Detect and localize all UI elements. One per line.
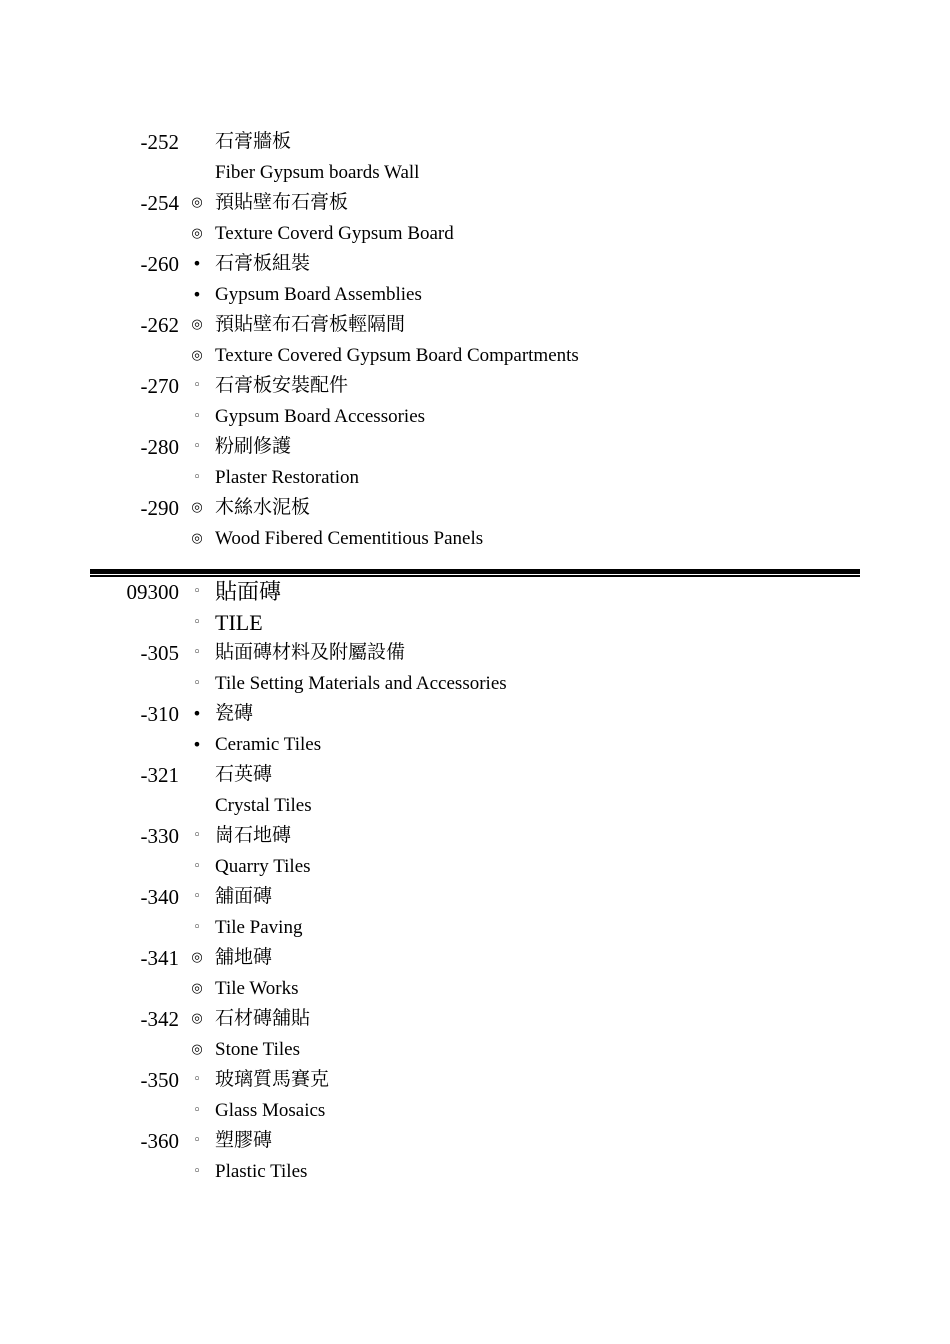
section-code: -340 xyxy=(140,885,179,909)
section-code: -342 xyxy=(140,1007,179,1031)
bullet-icon: ◦ xyxy=(193,675,201,691)
entry-chinese-line xyxy=(0,577,950,608)
spec-entry xyxy=(0,943,950,1004)
entry-chinese-line xyxy=(0,371,950,402)
bullet-icon: • xyxy=(192,734,202,754)
entry-english-line xyxy=(0,524,950,555)
section-code: -305 xyxy=(140,641,179,665)
entry-chinese-line xyxy=(0,943,950,974)
section-code: -360 xyxy=(140,1129,179,1153)
title-english: Wood Fibered Cementitious Panels xyxy=(215,527,484,549)
title-chinese: 瓷磚 xyxy=(215,703,254,724)
section-code: -280 xyxy=(140,435,179,459)
spec-entry xyxy=(0,432,950,493)
gypsum-board-section xyxy=(0,127,950,554)
entry-chinese-line xyxy=(0,821,950,852)
entry-chinese-line xyxy=(0,1065,950,1096)
bullet-icon: ◎ xyxy=(191,1041,203,1057)
entry-english-line xyxy=(0,974,950,1005)
section-divider xyxy=(90,569,860,577)
title-english: Tile Setting Materials and Accessories xyxy=(215,672,507,694)
title-chinese: 塑膠磚 xyxy=(215,1130,273,1151)
title-chinese: 舖地磚 xyxy=(215,947,273,968)
entry-english-line xyxy=(0,219,950,250)
title-english: Tile Paving xyxy=(215,916,303,938)
bullet-icon: ◦ xyxy=(193,828,201,843)
entry-english-line xyxy=(0,1157,950,1188)
section-code: -262 xyxy=(140,313,179,337)
spec-entry xyxy=(0,310,950,371)
section-code: -341 xyxy=(140,946,179,970)
bullet-icon: ◎ xyxy=(191,950,203,965)
section-code: -270 xyxy=(140,374,179,398)
tile-section xyxy=(0,577,950,1187)
bullet-icon: ◎ xyxy=(191,530,203,546)
bullet-icon: • xyxy=(192,254,202,273)
entry-chinese-line xyxy=(0,310,950,341)
entry-english-line xyxy=(0,791,950,822)
entry-english-line xyxy=(0,463,950,494)
entry-english-line xyxy=(0,1096,950,1127)
entry-chinese-line xyxy=(0,760,950,791)
bullet-icon: ◎ xyxy=(191,980,203,996)
entry-chinese-line xyxy=(0,188,950,219)
spec-entry xyxy=(0,821,950,882)
section-code: -321 xyxy=(140,763,179,787)
section-code: 09300 xyxy=(126,580,179,604)
bullet-icon: ◦ xyxy=(193,469,201,485)
title-chinese: 石英磚 xyxy=(215,764,273,785)
title-chinese: 木絲水泥板 xyxy=(215,497,311,518)
title-english: Quarry Tiles xyxy=(215,855,311,877)
title-english: Crystal Tiles xyxy=(215,794,312,816)
title-chinese: 玻璃質馬賽克 xyxy=(215,1069,330,1090)
entry-english-line xyxy=(0,852,950,883)
title-chinese: 粉刷修護 xyxy=(215,436,292,457)
section-code: -252 xyxy=(140,130,179,154)
entry-english-line xyxy=(0,402,950,433)
title-english: Gypsum Board Assemblies xyxy=(215,283,422,305)
bullet-icon: • xyxy=(192,284,202,304)
entry-chinese-line xyxy=(0,638,950,669)
bullet-icon: ◦ xyxy=(193,584,201,599)
title-chinese: 崗石地磚 xyxy=(215,825,292,846)
title-english: Fiber Gypsum boards Wall xyxy=(215,161,420,183)
title-english: Plastic Tiles xyxy=(215,1160,308,1182)
bullet-icon: ◦ xyxy=(193,1102,201,1118)
entry-english-line xyxy=(0,730,950,761)
section-code: -254 xyxy=(140,191,179,215)
section-code: -260 xyxy=(140,252,179,276)
bullet-icon: ◎ xyxy=(191,347,203,363)
title-english: Stone Tiles xyxy=(215,1038,301,1060)
divider-thick-line xyxy=(90,569,860,574)
spec-entry xyxy=(0,371,950,432)
section-code: -310 xyxy=(140,702,179,726)
spec-entry xyxy=(0,1065,950,1126)
title-english: Glass Mosaics xyxy=(215,1099,326,1121)
entry-chinese-line xyxy=(0,493,950,524)
title-chinese: 舖面磚 xyxy=(215,886,273,907)
spec-entry xyxy=(0,188,950,249)
entry-english-line xyxy=(0,341,950,372)
section-code: -290 xyxy=(140,496,179,520)
entry-english-line xyxy=(0,158,950,189)
title-chinese: 預貼壁布石膏板輕隔間 xyxy=(215,314,406,335)
entry-english-line xyxy=(0,1035,950,1066)
spec-entry xyxy=(0,493,950,554)
title-english: Tile Works xyxy=(215,977,299,999)
entry-chinese-line xyxy=(0,1004,950,1035)
title-chinese: 石膏板組裝 xyxy=(215,253,311,274)
bullet-icon: ◎ xyxy=(191,225,203,241)
bullet-icon: • xyxy=(192,704,202,723)
title-english: TILE xyxy=(215,609,263,635)
entry-chinese-line xyxy=(0,127,950,158)
bullet-icon: ◦ xyxy=(193,919,201,935)
bullet-icon: ◦ xyxy=(193,1163,201,1179)
title-english: Gypsum Board Accessories xyxy=(215,405,426,427)
spec-entry xyxy=(0,1004,950,1065)
title-english: Texture Covered Gypsum Board Compartments xyxy=(215,344,579,366)
bullet-icon: ◦ xyxy=(193,378,201,393)
bullet-icon: ◦ xyxy=(193,1133,201,1148)
bullet-icon: ◦ xyxy=(193,645,201,660)
bullet-icon: ◦ xyxy=(193,439,201,454)
title-chinese: 貼面磚 xyxy=(215,579,282,604)
entry-chinese-line xyxy=(0,1126,950,1157)
spec-entry xyxy=(0,249,950,310)
bullet-icon: ◎ xyxy=(191,500,203,515)
spec-entry xyxy=(0,882,950,943)
title-english: Texture Coverd Gypsum Board xyxy=(215,222,454,244)
entry-chinese-line xyxy=(0,699,950,730)
bullet-icon: ◦ xyxy=(193,408,201,424)
section-code: -350 xyxy=(140,1068,179,1092)
title-chinese: 石材磚舖貼 xyxy=(215,1008,311,1029)
spec-entry xyxy=(0,638,950,699)
bullet-icon: ◎ xyxy=(191,317,203,332)
entry-english-line xyxy=(0,608,950,639)
spec-entry xyxy=(0,1126,950,1187)
title-english: Ceramic Tiles xyxy=(215,733,322,755)
title-chinese: 預貼壁布石膏板 xyxy=(215,192,349,213)
spec-entry xyxy=(0,760,950,821)
spec-entry xyxy=(0,577,950,638)
title-chinese: 石膏板安裝配件 xyxy=(215,375,349,396)
section-code: -330 xyxy=(140,824,179,848)
bullet-icon: ◎ xyxy=(191,1011,203,1026)
entry-english-line xyxy=(0,913,950,944)
bullet-icon: ◦ xyxy=(193,889,201,904)
title-english: Plaster Restoration xyxy=(215,466,360,488)
title-chinese: 貼面磚材料及附屬設備 xyxy=(215,642,406,663)
bullet-icon: ◦ xyxy=(193,1072,201,1087)
spec-entry xyxy=(0,127,950,188)
spec-entry xyxy=(0,699,950,760)
entry-chinese-line xyxy=(0,249,950,280)
bullet-icon: ◦ xyxy=(193,858,201,874)
title-chinese: 石膏牆板 xyxy=(215,131,292,152)
entry-english-line xyxy=(0,669,950,700)
entry-chinese-line xyxy=(0,432,950,463)
entry-chinese-line xyxy=(0,882,950,913)
bullet-icon: ◦ xyxy=(193,614,201,630)
entry-english-line xyxy=(0,280,950,311)
bullet-icon: ◎ xyxy=(191,195,203,210)
